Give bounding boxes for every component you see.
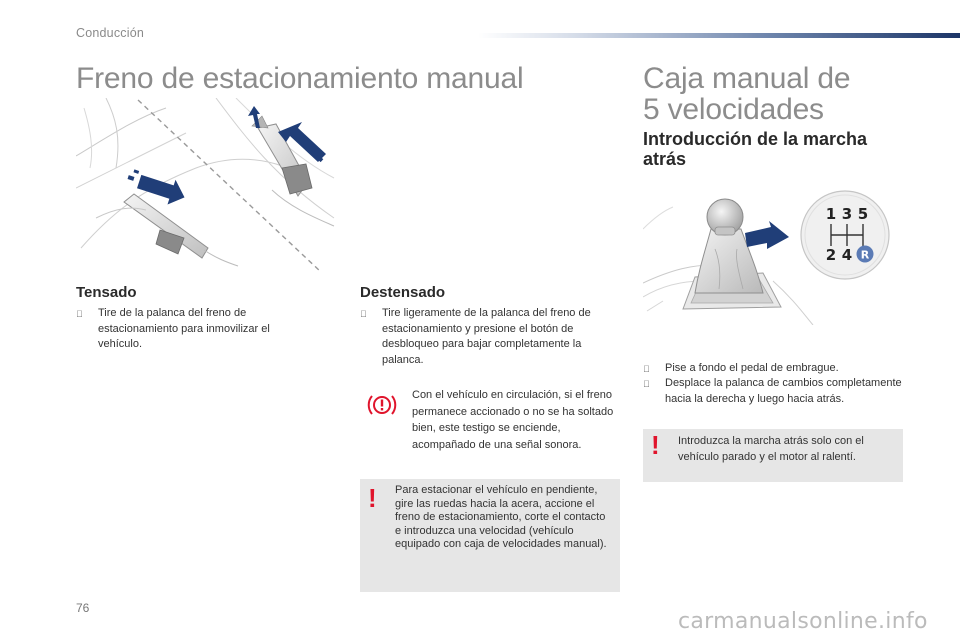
gear-label-2: 2 [825, 246, 837, 264]
gear-label-3: 3 [841, 205, 853, 223]
gear-label-5: 5 [857, 205, 869, 223]
gear-label-1: 1 [825, 205, 837, 223]
gear-pattern-diagram [801, 191, 889, 279]
heading-destensado: Destensado [360, 284, 446, 301]
notice-box-parking [360, 479, 620, 592]
heading-tensado: Tensado [76, 284, 137, 301]
page-number: 76 [76, 601, 90, 615]
warning-exclamation-icon: ! [651, 430, 660, 460]
warning-exclamation-icon: ! [368, 483, 377, 513]
shift-arrow-icon [745, 221, 789, 249]
gear-lever-illustration [643, 189, 903, 325]
warning-lamp-text: Con el vehículo en circulación, si el freno permanece accionado o no se ha soltado bien, este testigo se enciende, acompañado de una señal sonora. [412, 389, 614, 451]
notice-box-reverse [643, 429, 903, 482]
brake-warning-lamp-icon [366, 392, 398, 418]
bullet-clutch: Pise a fondo el pedal de embrague. [643, 361, 905, 377]
gear-label-r: R [860, 248, 870, 262]
notice-text: Introduzca la marcha atrás solo con el vehículo parado y el motor al ralentí. [678, 435, 864, 463]
bullet-destensado: Tire ligeramente de la palanca del freno de estacionamiento y presione el botón de desbloqueo para bajar completamente la palanca. [360, 306, 622, 368]
heading-reverse-gear: Introducción de la marcha atrás [643, 129, 868, 169]
page-title-gearbox: Caja manual de 5 velocidades [643, 62, 851, 126]
bullet-tensado: Tire de la palanca del freno de estacionamiento para inmovilizar el vehículo. [76, 306, 316, 353]
bullet-mark [76, 307, 83, 323]
bullet-mark [360, 307, 367, 323]
bullet-shift-lever: Desplace la palanca de cambios completamente hacia la derecha y luego hacia atrás. [643, 376, 905, 407]
parking-brake-illustration [76, 98, 336, 274]
page-title-parking-brake: Freno de estacionamiento manual [76, 62, 524, 95]
section-label: Conducción [76, 26, 145, 40]
bullet-mark [643, 377, 650, 393]
watermark: carmanualsonline.info [678, 609, 928, 634]
gear-label-4: 4 [841, 246, 853, 264]
header-rule [478, 33, 960, 38]
notice-text: Para estacionar el vehículo en pendiente, gire las ruedas hacia la acera, accione el freno de estacionamiento, corte el contacto e introduzca una velocidad (vehículo equipado con caja de velocidades manual). [395, 484, 607, 551]
